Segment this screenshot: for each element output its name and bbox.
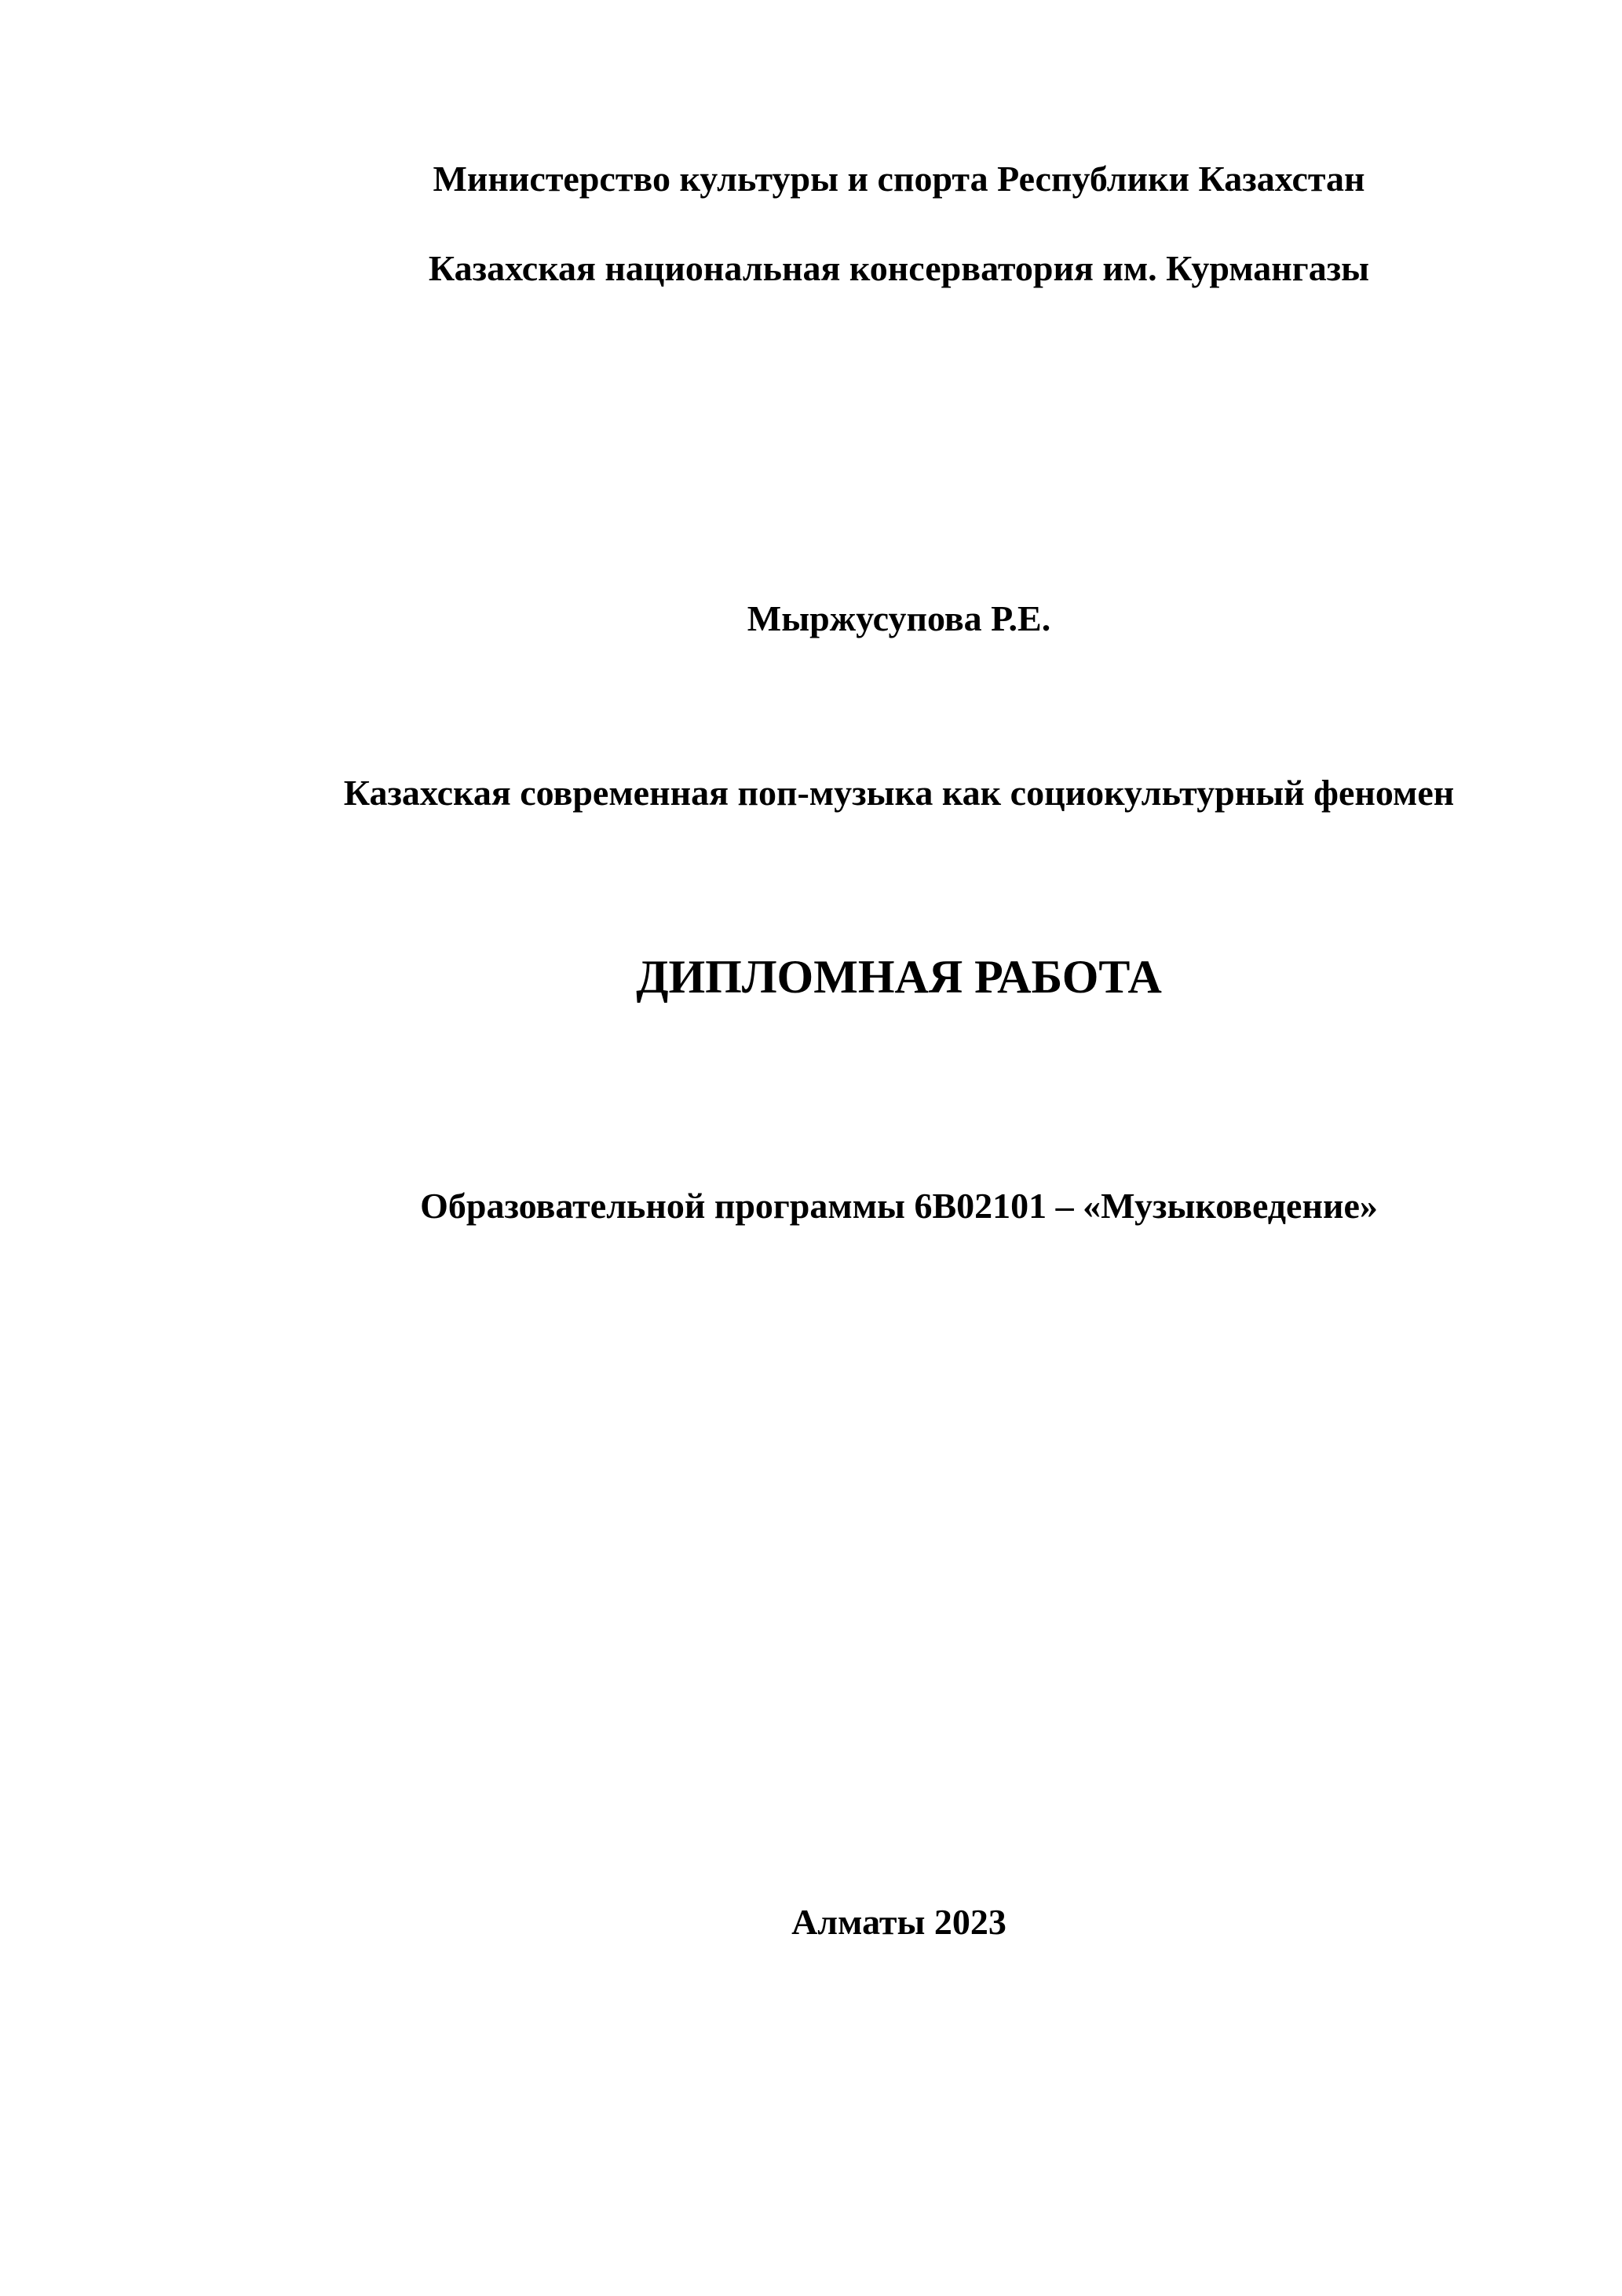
city-year: Алматы 2023 bbox=[791, 1902, 1006, 1942]
author-name: Мыржусупова Р.Е. bbox=[747, 598, 1051, 638]
thesis-topic: Казахская современная поп-музыка как социокультурный феномен bbox=[343, 773, 1455, 813]
educational-program: Образовательной программы 6В02101 – «Музыковедение» bbox=[420, 1186, 1378, 1226]
ministry-name: Министерство культуры и спорта Республики Казахстан bbox=[433, 159, 1365, 199]
institution-name: Казахская национальная консерватория им. Курмангазы bbox=[428, 248, 1370, 288]
work-type-heading: ДИПЛОМНАЯ РАБОТА bbox=[636, 951, 1162, 1003]
